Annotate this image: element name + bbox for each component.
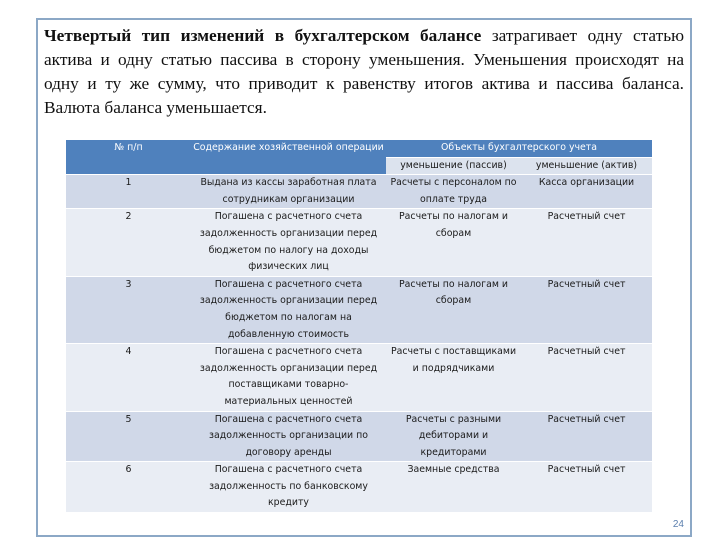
table-header-row — [66, 140, 652, 157]
row-content: Выдана из кассы заработная плата сотрудникам организации — [191, 175, 386, 209]
table-row — [66, 344, 652, 411]
row-number: 1 — [66, 175, 191, 209]
row-asset: Касса организации — [521, 175, 652, 209]
page-number: 24 — [672, 519, 684, 530]
row-asset: Расчетный счет — [521, 209, 652, 276]
row-liability: Заемные средства — [386, 462, 521, 513]
row-number: 2 — [66, 209, 191, 276]
row-liability: Расчеты по налогам и сборам — [386, 209, 521, 276]
intro-bold: Четвертый тип изменений в бухгалтерском балансе — [44, 26, 482, 45]
row-number: 3 — [66, 276, 191, 343]
row-number: 4 — [66, 344, 191, 411]
row-liability: Расчеты с разными дебиторами и кредиторами — [386, 411, 521, 462]
table-row — [66, 175, 652, 209]
row-content: Погашена с расчетного счета задолженность организации перед бюджетом по налогам на добавленную стоимость — [191, 276, 386, 343]
row-content: Погашена с расчетного счета задолженность организации перед поставщиками товарно-материальных ценностей — [191, 344, 386, 411]
header-decrease-liability: уменьшение (пассив) — [386, 157, 521, 175]
header-num: № п/п — [66, 140, 191, 175]
row-content: Погашена с расчетного счета задолженность организации по договору аренды — [191, 411, 386, 462]
row-liability: Расчеты по налогам и сборам — [386, 276, 521, 343]
row-asset: Расчетный счет — [521, 411, 652, 462]
header-objects: Объекты бухгалтерского учета — [386, 140, 652, 157]
operations-table — [66, 140, 652, 513]
row-content: Погашена с расчетного счета задолженность организации перед бюджетом по налогу на доходы физических лиц — [191, 209, 386, 276]
row-liability: Расчеты с поставщиками и подрядчиками — [386, 344, 521, 411]
intro-text: затрагивает одну статью актива и одну статью пассива в сторону уменьшения. Уменьшения происходят на одну и ту же сумму, что приводит к равенству итогов актива и пассива баланса. Валюта баланса уменьшается. — [44, 26, 684, 117]
header-decrease-asset: уменьшение (актив) — [521, 157, 652, 175]
row-asset: Расчетный счет — [521, 462, 652, 513]
table-row — [66, 462, 652, 513]
table-row — [66, 411, 652, 462]
row-number: 5 — [66, 411, 191, 462]
row-asset: Расчетный счет — [521, 344, 652, 411]
header-content: Содержание хозяйственной операции — [191, 140, 386, 175]
intro-paragraph — [44, 24, 684, 120]
row-number: 6 — [66, 462, 191, 513]
row-content: Погашена с расчетного счета задолженность по банковскому кредиту — [191, 462, 386, 513]
table-row — [66, 209, 652, 276]
row-liability: Расчеты с персоналом по оплате труда — [386, 175, 521, 209]
row-asset: Расчетный счет — [521, 276, 652, 343]
table-row — [66, 276, 652, 343]
